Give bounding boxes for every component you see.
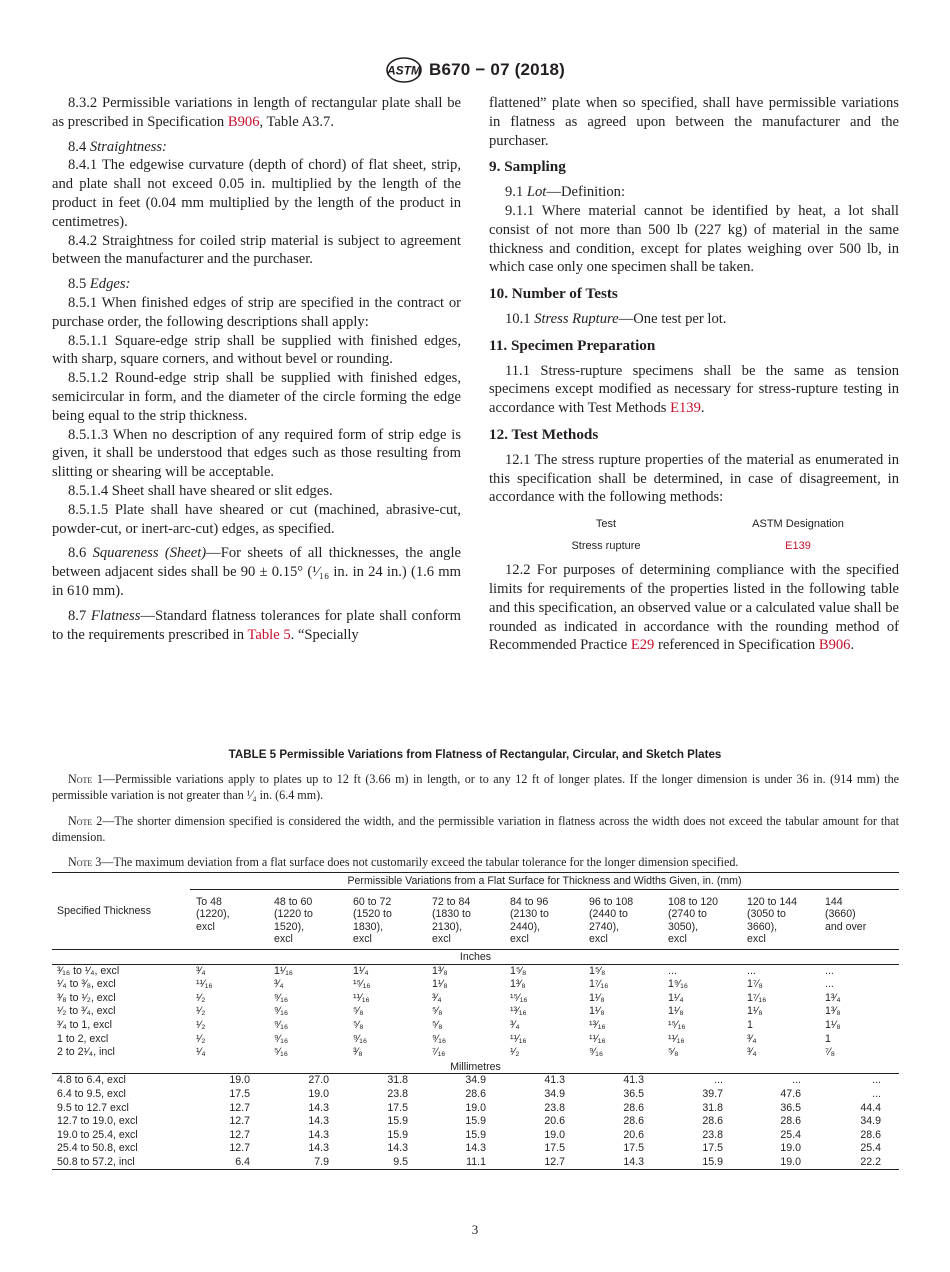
variation-cell: 12.7	[229, 1128, 250, 1141]
designation-column-header: ASTM Designation	[752, 517, 844, 530]
variation-cell: ³⁄₄	[432, 991, 442, 1004]
inch-table-row	[52, 1019, 899, 1033]
variation-cell: ⁹⁄₁₆	[353, 1032, 368, 1045]
variation-cell: ⁹⁄₁₆	[589, 1046, 604, 1059]
width-header-line: 96 to 108	[589, 895, 634, 908]
variation-cell: 1¹⁄₈	[432, 978, 448, 991]
width-header-line: excl	[747, 933, 766, 946]
width-header-line: 60 to 72	[353, 895, 392, 908]
variation-cell: ³⁄₄	[196, 964, 206, 977]
variation-cell: 31.8	[702, 1101, 723, 1114]
width-header-line: 72 to 84	[432, 895, 471, 908]
mm-table-row	[52, 1142, 899, 1156]
width-column-header	[819, 889, 899, 949]
thickness-cell: 2 to 2¹⁄₄, incl	[57, 1046, 115, 1059]
width-header-line: To 48	[196, 895, 222, 908]
variation-cell: ³⁄₄	[274, 978, 284, 991]
variation-cell: 23.8	[387, 1087, 408, 1100]
mm-table-row	[52, 1115, 899, 1129]
thickness-cell: ¹⁄₂ to ³⁄₄, excl	[57, 1005, 116, 1018]
variation-cell: ...	[714, 1074, 723, 1087]
width-header-line: 108 to 120	[668, 895, 719, 908]
variation-cell: ¹⁄₂	[196, 1005, 206, 1018]
variation-cell: ...	[747, 964, 756, 977]
page-header	[0, 57, 950, 83]
variation-cell: 1⁷⁄₁₆	[589, 978, 609, 991]
width-column-header	[504, 889, 583, 949]
variation-cell: 11.1	[426, 1156, 504, 1170]
section-heading-12: 12. Test Methods	[489, 425, 599, 443]
variation-cell: 41.3	[623, 1074, 644, 1087]
width-column-header	[347, 889, 426, 949]
left-column	[52, 94, 461, 644]
para-9-1-1: 9.1.1 Where material cannot be identified by heat, a lot shall consist of not more than 500 lb (227 kg) of material in the same thickness and condition, except for plates weighing over 500 lb, in which case only one specimen shall be taken.	[489, 202, 899, 276]
width-header-line: (1220),	[196, 908, 230, 921]
inch-table-row	[52, 978, 899, 992]
variation-cell: ⁹⁄₁₆	[274, 1032, 289, 1045]
specified-thickness-header: Specified Thickness	[52, 873, 190, 950]
width-header-line: excl	[353, 933, 372, 946]
variation-cell: 20.6	[623, 1128, 644, 1141]
para-8-4: 8.4 Straightness:	[68, 138, 167, 155]
flatness-table	[52, 872, 899, 1170]
link-e29[interactable]: E29	[630, 637, 655, 654]
variation-cell: ...	[825, 978, 834, 991]
variation-cell: 1³⁄₄	[825, 991, 841, 1004]
variation-cell: 31.8	[387, 1074, 408, 1087]
variation-cell: 15.9	[465, 1115, 486, 1128]
inch-table-row	[52, 1046, 899, 1060]
variation-cell: 23.8	[544, 1101, 565, 1114]
spanning-header: Permissible Variations from a Flat Surface for Thickness and Widths Given, in. (mm)	[190, 873, 899, 890]
width-header-line: 48 to 60	[274, 895, 313, 908]
thickness-cell: ¹⁄₄ to ³⁄₈, excl	[57, 978, 116, 991]
para-8-5-1-1: 8.5.1.1 Square-edge strip shall be supplied with finished edges, with sharp, square corners, and without bevel or rounding.	[52, 332, 461, 368]
variation-cell: ...	[668, 964, 677, 977]
variation-cell: 36.5	[780, 1101, 801, 1114]
astm-logo-text: ASTM	[387, 63, 421, 78]
variation-cell: 1	[825, 1032, 831, 1045]
variation-cell: 28.6	[623, 1115, 644, 1128]
variation-cell: ¹⁄₂	[510, 1046, 520, 1059]
variation-cell: 1¹⁄₈	[668, 1005, 684, 1018]
para-10-1: 10.1 Stress Rupture—One test per lot.	[505, 310, 727, 327]
width-header-line: excl	[196, 920, 215, 933]
width-header-line: (1520 to	[353, 908, 392, 921]
width-header-line: 120 to 144	[747, 895, 798, 908]
test-column-header: Test	[595, 517, 617, 530]
variation-cell: ⁹⁄₁₆	[274, 1005, 289, 1018]
width-header-line: (1220 to	[274, 908, 313, 921]
variation-cell: 1	[747, 1018, 753, 1031]
variation-cell: ⁵⁄₈	[668, 1046, 679, 1059]
variation-cell: 1³⁄₈	[432, 964, 448, 977]
variation-cell: 9.5	[347, 1156, 426, 1170]
thickness-cell: 9.5 to 12.7 excl	[57, 1101, 129, 1114]
variation-cell: ⁹⁄₁₆	[274, 1018, 289, 1031]
variation-cell: 27.0	[308, 1074, 329, 1087]
para-8-7-continued: flattened” plate when so specified, shall have permissible variations in flatness as agreed upon between the manufacturer and the purchaser.	[489, 95, 899, 149]
variation-cell: 1¹⁄₁₆	[274, 964, 294, 977]
variation-cell: 7.9	[268, 1156, 347, 1170]
variation-cell: 15.9	[387, 1128, 408, 1141]
thickness-cell: 4.8 to 6.4, excl	[57, 1074, 126, 1087]
variation-cell: ³⁄₄	[747, 1046, 757, 1059]
para-8-5: 8.5 Edges:	[68, 276, 131, 293]
variation-cell: 17.5	[387, 1101, 408, 1114]
para-8-4-2: 8.4.2 Straightness for coiled strip material is subject to agreement between the manufacturer and the purchaser.	[52, 232, 461, 268]
table-note-3: Note 3—The maximum deviation from a flat surface does not customarily exceed the tabular tolerance for the longer dimension specified.	[68, 855, 739, 869]
para-8-6: 8.6 Squareness (Sheet)—For sheets of all thicknesses, the angle between adjacent sides shall be 90 ± 0.15° (¹⁄₁₆ in. in 24 in.) (1.6 mm in 610 mm).	[52, 545, 461, 599]
variation-cell: 1¹⁄₄	[668, 991, 684, 1004]
variation-cell: ...	[872, 1087, 881, 1100]
right-column	[489, 94, 899, 655]
link-e139[interactable]: E139	[670, 400, 701, 417]
para-9-1: 9.1 Lot—Definition:	[505, 184, 625, 201]
variation-cell: 34.9	[465, 1074, 486, 1087]
variation-cell: ⁷⁄₈	[825, 1046, 835, 1059]
variation-cell: 15.9	[465, 1128, 486, 1141]
link-b906[interactable]: B906	[227, 113, 260, 130]
thickness-cell: ³⁄₄ to 1, excl	[57, 1018, 112, 1031]
flatness-table-body	[52, 949, 899, 1170]
variation-cell: ⁹⁄₁₆	[432, 1032, 447, 1045]
variation-cell: ¹¹⁄₁₆	[196, 978, 213, 991]
width-header-line: 144	[825, 895, 843, 908]
variation-cell: 14.3	[583, 1156, 662, 1170]
inches-section-row	[52, 949, 899, 964]
inch-table-row	[52, 992, 899, 1006]
variation-cell: ¹³⁄₁₆	[589, 1018, 606, 1031]
width-header-line: (3050 to	[747, 908, 786, 921]
thickness-cell: 6.4 to 9.5, excl	[57, 1087, 126, 1100]
variation-cell: 14.3	[308, 1115, 329, 1128]
variation-cell: ⁵⁄₈	[353, 1018, 364, 1031]
variation-cell: 1⁷⁄₁₆	[747, 991, 767, 1004]
variation-cell: 19.0	[780, 1142, 801, 1155]
width-header-line: (2440 to	[589, 908, 628, 921]
width-header-line: 84 to 96	[510, 895, 549, 908]
variation-cell: ¹⁄₂	[196, 991, 206, 1004]
width-header-line: 3050),	[668, 920, 699, 933]
width-header-line: 2440),	[510, 920, 541, 933]
para-8-5-1: 8.5.1 When finished edges of strip are specified in the contract or purchase order, the following descriptions shall apply:	[52, 294, 461, 330]
variation-cell: 12.7	[229, 1101, 250, 1114]
table-note-1: Note 1—Permissible variations apply to plates up to 12 ft (3.66 m) in length, or to any 12 ft of longer plates. If the longer dimension is under 36 in. (914 mm) the permissible variation is not greater than ¹⁄₄ in. (6.4 mm).	[52, 772, 899, 802]
variation-cell: 14.3	[308, 1128, 329, 1141]
variation-cell: 28.6	[780, 1115, 801, 1128]
variation-cell: ⁹⁄₁₆	[274, 991, 289, 1004]
variation-cell: 6.4	[190, 1156, 268, 1170]
table-5-title: TABLE 5 Permissible Variations from Flatness of Rectangular, Circular, and Sketch Plates	[228, 748, 722, 761]
mm-table-row	[52, 1074, 899, 1088]
variation-cell: ⁵⁄₈	[353, 1005, 364, 1018]
variation-cell: ¹¹⁄₁₆	[589, 1032, 606, 1045]
width-header-line: (2740 to	[668, 908, 707, 921]
link-e139-table[interactable]: E139	[785, 539, 811, 552]
para-8-5-1-2: 8.5.1.2 Round-edge strip shall be supplied with finished edges, semicircular in form, and the diameter of the circle forming the edge being equal to the strip thickness.	[52, 370, 461, 424]
width-column-header	[583, 889, 662, 949]
variation-cell: 47.6	[780, 1087, 801, 1100]
link-b906-2[interactable]: B906	[818, 637, 851, 654]
variation-cell: 12.7	[229, 1142, 250, 1155]
variation-cell: 23.8	[702, 1128, 723, 1141]
variation-cell: 1⁵⁄₈	[510, 964, 527, 977]
variation-cell: ¹¹⁄₁₆	[510, 1032, 527, 1045]
variation-cell: ³⁄₄	[510, 1018, 520, 1031]
thickness-cell: 12.7 to 19.0, excl	[57, 1115, 138, 1128]
astm-logo	[385, 57, 423, 83]
width-header-line: 3660),	[747, 920, 778, 933]
variation-cell: 15.9	[662, 1156, 741, 1170]
width-column-header	[190, 889, 268, 949]
standard-designation: B670 − 07 (2018)	[429, 60, 565, 79]
inch-table-row	[52, 964, 899, 978]
variation-cell: 12.7	[229, 1115, 250, 1128]
variation-cell: 36.5	[623, 1087, 644, 1100]
variation-cell: 44.4	[860, 1101, 881, 1114]
page-number: 3	[471, 1222, 479, 1237]
table-note-2: Note 2—The shorter dimension specified is considered the width, and the permissible variation in flatness across the width does not exceed the tabular amount for that dimension.	[52, 814, 899, 844]
inch-table-row	[52, 1033, 899, 1047]
thickness-cell: 19.0 to 25.4, excl	[57, 1128, 138, 1141]
variation-cell: 19.0	[544, 1128, 565, 1141]
variation-cell: 17.5	[623, 1142, 644, 1155]
variation-cell: 1⁵⁄₈	[589, 964, 606, 977]
para-8-5-1-4: 8.5.1.4 Sheet shall have sheared or slit edges.	[68, 482, 333, 499]
inch-table-row	[52, 1005, 899, 1019]
variation-cell: ...	[792, 1074, 801, 1087]
para-11-1: 11.1 Stress-rupture specimens shall be the same as tension specimens except modified as necessary for stress-rupture testing in accordance with Test Methods E139.	[489, 362, 899, 417]
variation-cell: 39.7	[702, 1087, 723, 1100]
width-header-line: 1830),	[353, 920, 384, 933]
width-header-line: excl	[510, 933, 529, 946]
variation-cell: 28.6	[860, 1128, 881, 1141]
test-name-cell: Stress rupture	[571, 539, 641, 552]
variation-cell: 14.3	[308, 1142, 329, 1155]
variation-cell: ³⁄₄	[747, 1032, 757, 1045]
variation-cell: 15.9	[387, 1115, 408, 1128]
variation-cell: 1¹⁄₈	[825, 1018, 841, 1031]
variation-cell: 1¹⁄₈	[589, 991, 605, 1004]
para-12-1: 12.1 The stress rupture properties of the material as enumerated in this specification shall be determined, in case of disagreement, in accordance with the following methods:	[489, 451, 899, 506]
link-table-5[interactable]: Table 5	[247, 626, 291, 643]
variation-cell: 19.0	[308, 1087, 329, 1100]
variation-cell: 17.5	[702, 1142, 723, 1155]
millimetres-section-row	[52, 1060, 899, 1074]
variation-cell: 1⁹⁄₁₆	[668, 978, 689, 991]
width-header-line: (3660)	[825, 908, 856, 921]
width-column-header	[268, 889, 347, 949]
test-methods-table	[489, 513, 899, 557]
variation-cell: 34.9	[860, 1115, 881, 1128]
variation-cell: 12.7	[504, 1156, 583, 1170]
thickness-cell: 25.4 to 50.8, excl	[57, 1142, 138, 1155]
width-header-line: excl	[274, 933, 293, 946]
para-8-7: 8.7 Flatness—Standard flatness tolerances for plate shall conform to the requirements prescribed in Table 5. “Specially	[52, 607, 461, 643]
variation-cell: ⁵⁄₈	[432, 1018, 443, 1031]
thickness-cell: 50.8 to 57.2, incl	[52, 1156, 190, 1170]
variation-cell: 20.6	[544, 1115, 565, 1128]
variation-cell: 19.0	[465, 1101, 486, 1114]
width-column-header	[741, 889, 819, 949]
width-header-line: excl	[432, 933, 451, 946]
variation-cell: ¹⁵⁄₁₆	[668, 1018, 686, 1031]
variation-cell: ¹¹⁄₁₆	[668, 1032, 685, 1045]
variation-cell: ¹⁵⁄₁₆	[510, 991, 528, 1004]
mm-table-row	[52, 1102, 899, 1116]
variation-cell: ¹⁵⁄₁₆	[353, 978, 371, 991]
variation-cell: ⁵⁄₈	[432, 1005, 443, 1018]
para-8-3-2: 8.3.2 Permissible variations in length of rectangular plate shall be as prescribed in Specification B906, Table A3.7.	[52, 95, 461, 130]
variation-cell: ¹⁄₂	[196, 1032, 206, 1045]
variation-cell: 25.4	[780, 1128, 801, 1141]
thickness-cell: ³⁄₈ to ¹⁄₂, excl	[57, 991, 116, 1004]
mm-table-row	[52, 1088, 899, 1102]
variation-cell: 34.9	[544, 1087, 565, 1100]
mm-table-row	[52, 1129, 899, 1143]
variation-cell: 28.6	[465, 1087, 486, 1100]
variation-cell: 28.6	[623, 1101, 644, 1114]
variation-cell: 1¹⁄₈	[747, 1005, 763, 1018]
width-header-line: excl	[589, 933, 608, 946]
width-header-line: (1830 to	[432, 908, 471, 921]
width-header-line: excl	[668, 933, 687, 946]
variation-cell: 1¹⁄₈	[589, 1005, 605, 1018]
section-heading-9: 9. Sampling	[489, 158, 566, 176]
thickness-cell: ³⁄₁₆ to ¹⁄₄, excl	[57, 964, 120, 977]
test-methods-header-row	[489, 513, 899, 535]
para-8-5-1-3: 8.5.1.3 When no description of any required form of strip edge is given, it shall be understood that edges such as those resulting from slitting or shearing will be acceptable.	[52, 426, 461, 481]
variation-cell: 22.2	[819, 1156, 899, 1170]
section-heading-11: 11. Specimen Preparation	[489, 336, 656, 354]
inches-section-row-label: Inches	[52, 949, 899, 964]
variation-cell: ³⁄₈	[353, 1046, 363, 1059]
variation-cell: 1¹⁄₄	[353, 964, 369, 977]
width-column-header	[662, 889, 741, 949]
variation-cell: 1³⁄₈	[510, 978, 526, 991]
para-8-5-1-5: 8.5.1.5 Plate shall have sheared or cut (machined, abrasive-cut, powder-cut, or inert-arc-cut) edges, as specified.	[52, 501, 461, 537]
variation-cell: 28.6	[702, 1115, 723, 1128]
variation-cell: 17.5	[229, 1087, 250, 1100]
width-column-header	[426, 889, 504, 949]
variation-cell: 41.3	[544, 1074, 565, 1087]
width-header-line: 1520),	[274, 920, 305, 933]
variation-cell: 14.3	[465, 1142, 486, 1155]
variation-cell: 1³⁄₈	[825, 1005, 841, 1018]
width-header-line: 2740),	[589, 920, 620, 933]
variation-cell: 17.5	[544, 1142, 565, 1155]
section-heading-10: 10. Number of Tests	[489, 285, 618, 303]
variation-cell: ¹¹⁄₁₆	[353, 991, 370, 1004]
millimetres-section-row-label: Millimetres	[52, 1060, 899, 1074]
para-8-4-1: 8.4.1 The edgewise curvature (depth of chord) of flat sheet, strip, and plate shall not exceed 0.05 in. multiplied by the length of the product in feet (0.04 mm multiplied by the length of the product in centimetres).	[52, 157, 461, 230]
thickness-cell: 1 to 2, excl	[57, 1032, 109, 1045]
variation-cell: ⁷⁄₁₆	[432, 1046, 446, 1059]
variation-cell: ¹³⁄₁₆	[510, 1005, 527, 1018]
variation-cell: ...	[825, 964, 834, 977]
variation-cell: ⁵⁄₁₆	[274, 1046, 289, 1059]
width-header-line: (2130 to	[510, 908, 549, 921]
para-12-2: 12.2 For purposes of determining compliance with the specified limits for requirements of the properties listed in the following table and this specification, an observed value or a calculated value shall be rounded as indicated in accordance with the rounding method of Recommended Practice E29 referenced in Specification B906.	[489, 562, 899, 654]
variation-cell: ¹⁄₂	[196, 1018, 206, 1031]
variation-cell: 14.3	[387, 1142, 408, 1155]
table-header-row-1	[52, 873, 899, 890]
variation-cell: 1⁷⁄₈	[747, 978, 763, 991]
variation-cell: 19.0	[741, 1156, 819, 1170]
variation-cell: 14.3	[308, 1101, 329, 1114]
width-header-line: 2130),	[432, 920, 463, 933]
width-header-line: and over	[825, 920, 867, 933]
mm-table-row	[52, 1156, 899, 1170]
variation-cell: ¹⁄₄	[196, 1046, 206, 1059]
variation-cell: ...	[872, 1074, 881, 1087]
test-methods-row	[489, 535, 899, 557]
variation-cell: 19.0	[229, 1074, 250, 1087]
variation-cell: 25.4	[860, 1142, 881, 1155]
